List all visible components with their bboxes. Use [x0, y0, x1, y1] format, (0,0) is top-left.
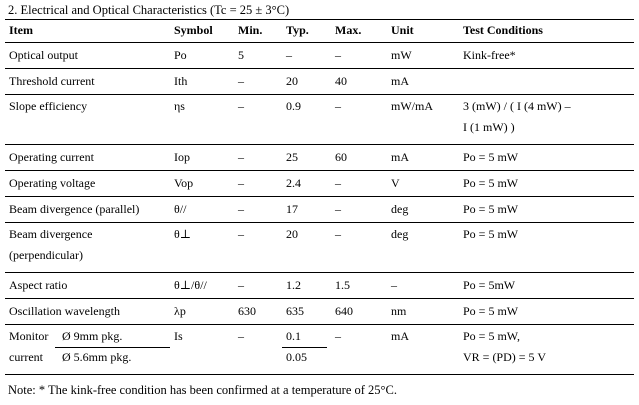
table-row: [5, 223, 634, 273]
cell-max: –: [331, 325, 387, 375]
characteristics-table: [5, 19, 634, 375]
cell-max: –: [331, 171, 387, 197]
test-line-2: VR = (PD) = 5 V: [463, 350, 546, 364]
cell-typ: 20: [282, 223, 331, 273]
table-row: [5, 171, 634, 197]
cell-symbol: θ//: [170, 197, 234, 223]
cell-item: [5, 325, 170, 375]
header-typ: Typ.: [282, 20, 331, 43]
typ-divider: [282, 347, 327, 348]
cell-unit: mW: [387, 43, 459, 69]
cell-unit: –: [387, 273, 459, 299]
table-row: [5, 299, 634, 325]
cell-item: Beam divergence (parallel): [5, 197, 170, 223]
item-label-monitor: Monitor: [9, 329, 49, 343]
cell-unit: mA: [387, 325, 459, 375]
cell-typ: 635: [282, 299, 331, 325]
cell-test: [459, 69, 634, 95]
table-row: [5, 95, 634, 145]
table-row: [5, 325, 634, 375]
cell-min: –: [234, 69, 282, 95]
cell-item: Slope efficiency: [5, 95, 170, 145]
cell-symbol: λp: [170, 299, 234, 325]
cell-max: 60: [331, 145, 387, 171]
table-row: [5, 145, 634, 171]
cell-min: –: [234, 171, 282, 197]
package-5-6mm: Ø 5.6mm pkg.: [62, 350, 132, 364]
cell-item: Operating current: [5, 145, 170, 171]
cell-symbol: Iop: [170, 145, 234, 171]
cell-item: Aspect ratio: [5, 273, 170, 299]
table-row: [5, 43, 634, 69]
cell-typ: 1.2: [282, 273, 331, 299]
header-item: Item: [5, 20, 170, 43]
header-min: Min.: [234, 20, 282, 43]
cell-unit: mA: [387, 145, 459, 171]
cell-test: [459, 325, 634, 375]
cell-symbol: Po: [170, 43, 234, 69]
cell-min: –: [234, 325, 282, 375]
cell-unit: mW/mA: [387, 95, 459, 145]
test-line-2: I (1 mW) ): [463, 120, 515, 134]
cell-min: –: [234, 145, 282, 171]
section-title: 2. Electrical and Optical Characteristics (Tc = 25 ± 3°C): [8, 3, 290, 17]
header-max: Max.: [331, 20, 387, 43]
item-line-2: (perpendicular): [9, 248, 83, 262]
item-line-1: Beam divergence: [9, 227, 93, 241]
header-unit: Unit: [387, 20, 459, 43]
cell-item: Threshold current: [5, 69, 170, 95]
typ-5-6mm: 0.05: [286, 350, 307, 364]
cell-test: Po = 5 mW: [459, 197, 634, 223]
package-9mm: Ø 9mm pkg.: [62, 329, 123, 343]
cell-typ: 25: [282, 145, 331, 171]
cell-item: Oscillation wavelength: [5, 299, 170, 325]
cell-typ: 2.4: [282, 171, 331, 197]
table-row: [5, 197, 634, 223]
table-header-row: [5, 20, 634, 43]
cell-unit: mA: [387, 69, 459, 95]
cell-typ: –: [282, 43, 331, 69]
cell-symbol: Ith: [170, 69, 234, 95]
cell-min: 630: [234, 299, 282, 325]
cell-max: 640: [331, 299, 387, 325]
cell-max: –: [331, 223, 387, 273]
typ-9mm: 0.1: [286, 329, 301, 343]
cell-symbol: ηs: [170, 95, 234, 145]
test-line-1: 3 (mW) / ( I (4 mW) –: [463, 99, 571, 113]
cell-unit: nm: [387, 299, 459, 325]
header-symbol: Symbol: [170, 20, 234, 43]
cell-unit: deg: [387, 223, 459, 273]
cell-max: –: [331, 197, 387, 223]
cell-unit: V: [387, 171, 459, 197]
table-row: [5, 273, 634, 299]
cell-typ: [282, 325, 331, 375]
package-divider: [55, 347, 170, 348]
cell-item: Optical output: [5, 43, 170, 69]
table-row: [5, 69, 634, 95]
header-test-conditions: Test Conditions: [459, 20, 634, 43]
cell-typ: 0.9: [282, 95, 331, 145]
cell-symbol: θ⊥: [170, 223, 234, 273]
test-line-1: Po = 5 mW,: [463, 329, 520, 343]
cell-test: Po = 5 mW: [459, 299, 634, 325]
cell-symbol: θ⊥/θ//: [170, 273, 234, 299]
cell-test: Po = 5 mW: [459, 171, 634, 197]
cell-item: Operating voltage: [5, 171, 170, 197]
cell-symbol: Is: [170, 325, 234, 375]
cell-test: Po = 5 mW: [459, 223, 634, 273]
cell-item: [5, 223, 170, 273]
cell-test: Po = 5mW: [459, 273, 634, 299]
cell-max: 1.5: [331, 273, 387, 299]
cell-min: –: [234, 223, 282, 273]
cell-test: Po = 5 mW: [459, 145, 634, 171]
footnote: Note: * The kink-free condition has been confirmed at a temperature of 25°C.: [8, 383, 398, 397]
cell-min: –: [234, 197, 282, 223]
cell-max: 40: [331, 69, 387, 95]
item-label-current: current: [9, 350, 43, 364]
cell-min: –: [234, 95, 282, 145]
cell-min: –: [234, 273, 282, 299]
cell-min: 5: [234, 43, 282, 69]
cell-symbol: Vop: [170, 171, 234, 197]
cell-test: [459, 95, 634, 145]
cell-unit: deg: [387, 197, 459, 223]
cell-typ: 17: [282, 197, 331, 223]
cell-typ: 20: [282, 69, 331, 95]
cell-max: –: [331, 43, 387, 69]
cell-test: Kink-free*: [459, 43, 634, 69]
cell-max: –: [331, 95, 387, 145]
